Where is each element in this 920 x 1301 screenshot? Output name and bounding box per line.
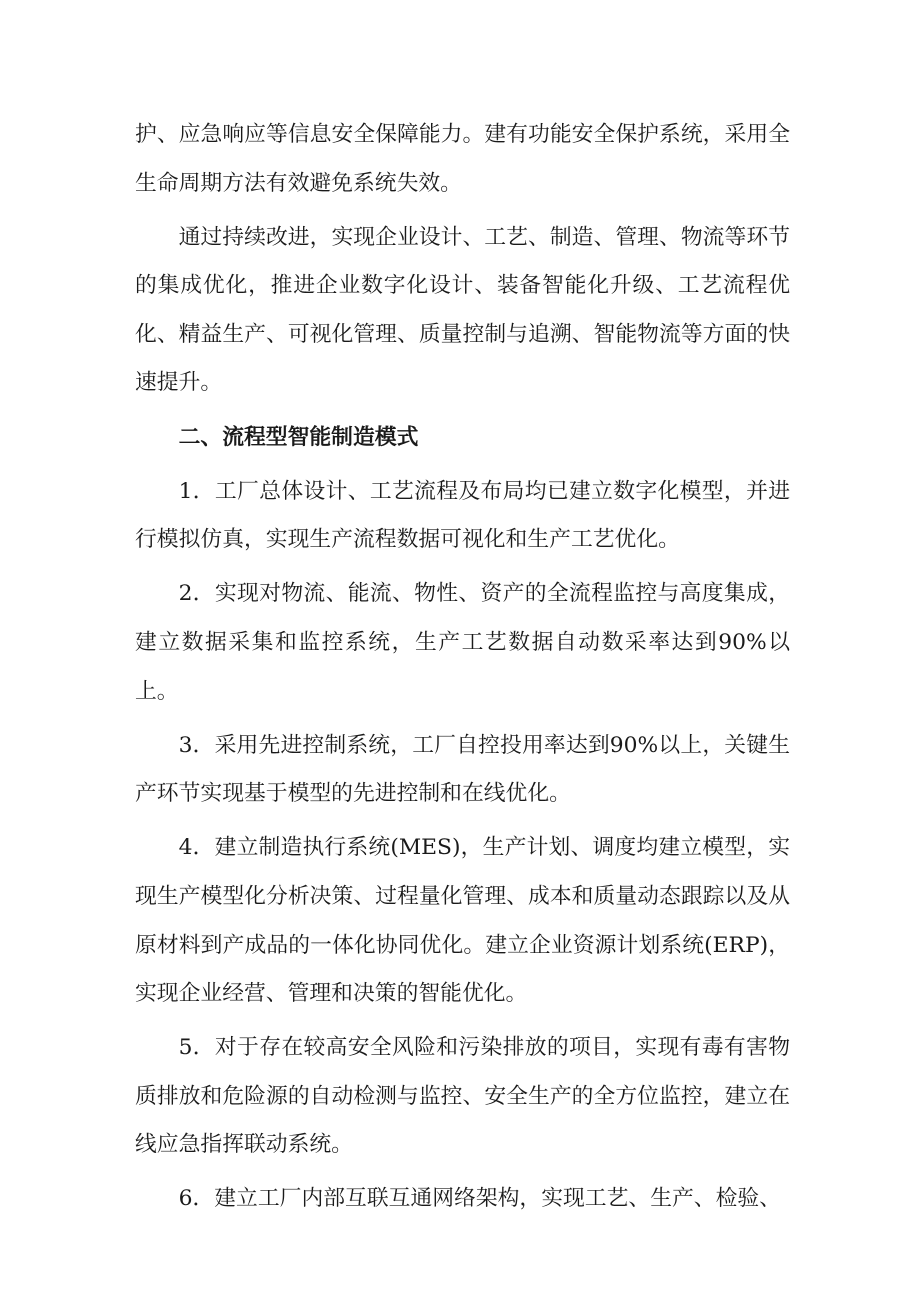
section-heading: 二、流程型智能制造模式 [178, 424, 419, 450]
list-item-3: 3．采用先进控制系统，工厂自控投用率达到90%以上，关键生产环节实现基于模型的先进控制和在线优化。 [135, 732, 790, 807]
paragraph-continuous-improvement: 通过持续改进，实现企业设计、工艺、制造、管理、物流等环节的集成优化，推进企业数字化设计、装备智能化升级、工艺流程优化、精益生产、可视化管理、质量控制与追溯、智能物流等方面的快速提升。 [135, 224, 790, 396]
list-item-1: 1．工厂总体设计、工艺流程及布局均已建立数字化模型，并进行模拟仿真，实现生产流程数据可视化和生产工艺优化。 [135, 478, 790, 553]
list-item-4: 4．建立制造执行系统(MES)，生产计划、调度均建立模型，实现生产模型化分析决策、过程量化管理、成本和质量动态跟踪以及从原材料到产成品的一体化协同优化。建立企业资源计划系统(ERP)，实现企业经营、管理和决策的智能优化。 [135, 835, 790, 1007]
list-item-6: 6．建立工厂内部互联互通网络架构，实现工艺、生产、检验、 [178, 1186, 781, 1212]
paragraph-continuation: 护、应急响应等信息安全保障能力。建有功能安全保护系统，采用全生命周期方法有效避免系统失效。 [135, 122, 790, 196]
list-item-2: 2．实现对物流、能流、物性、资产的全流程监控与高度集成，建立数据采集和监控系统，生产工艺数据自动数采率达到90%以上。 [135, 581, 790, 704]
list-item-5: 5．对于存在较高安全风险和污染排放的项目，实现有毒有害物质排放和危险源的自动检测与监控、安全生产的全方位监控，建立在线应急指挥联动系统。 [135, 1035, 790, 1158]
document-body [135, 111, 790, 1230]
